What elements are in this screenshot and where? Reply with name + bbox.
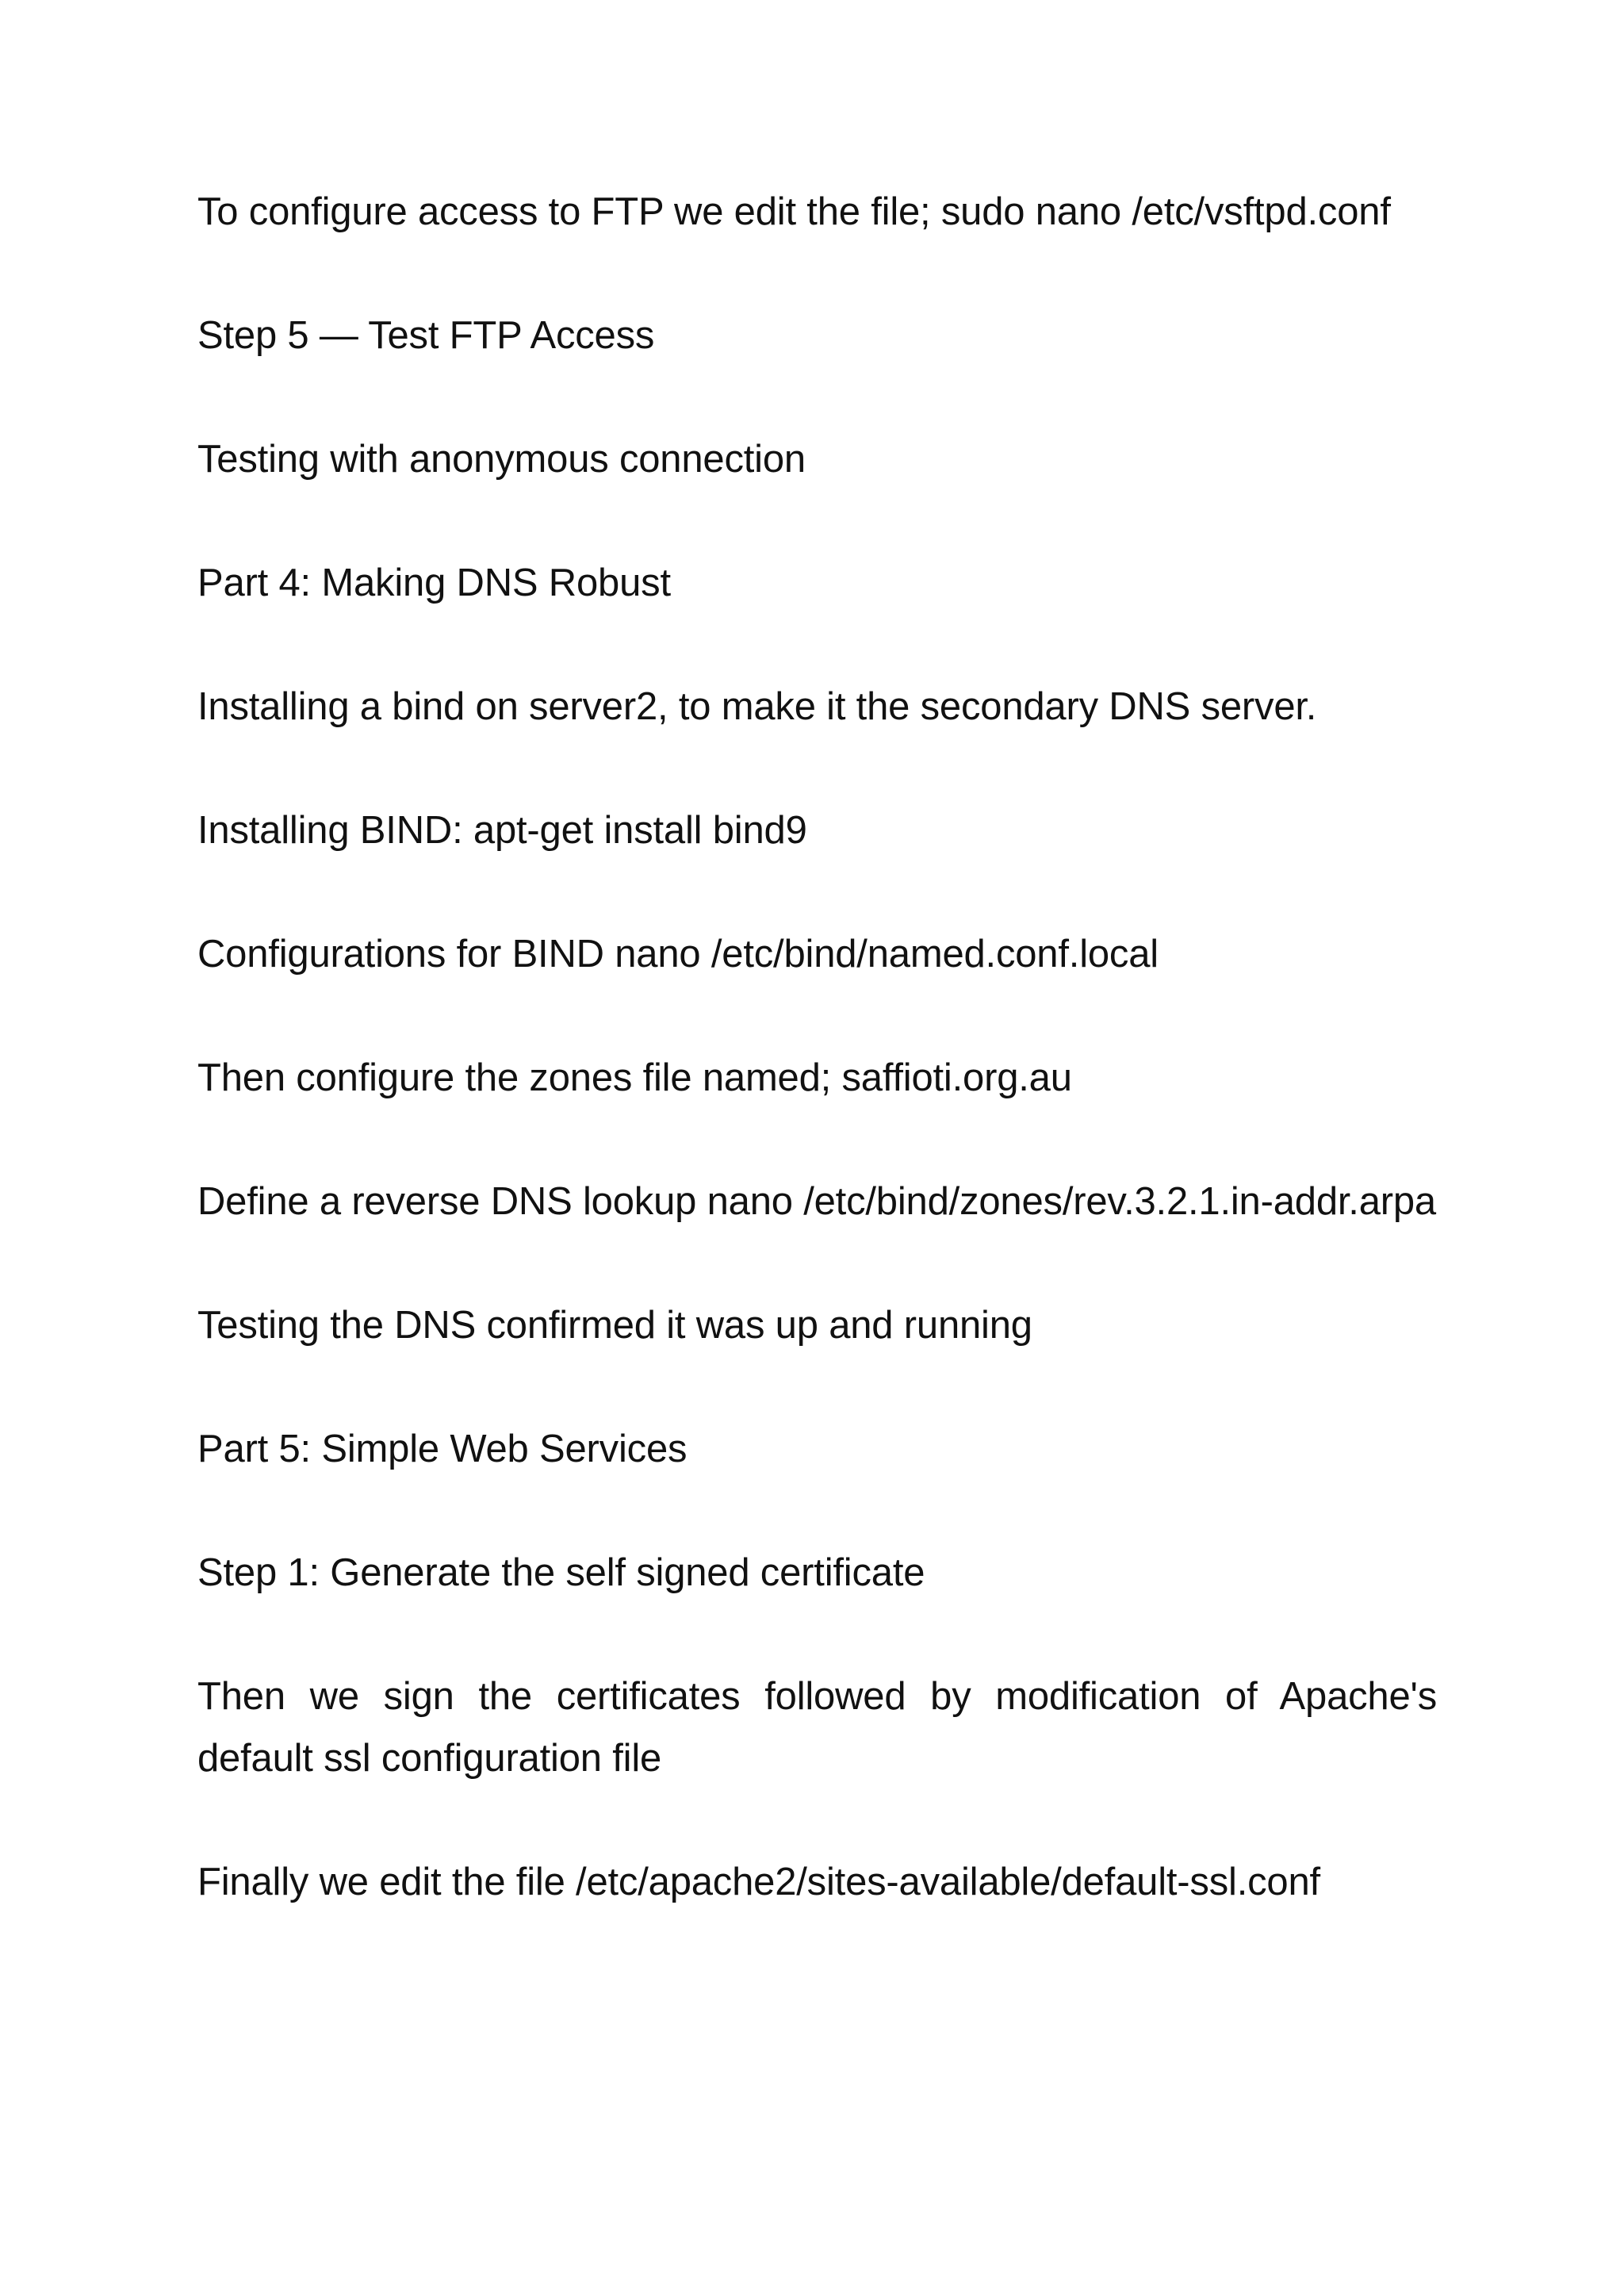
paragraph-step1-certificate: Step 1: Generate the self signed certificate — [197, 1551, 925, 1594]
paragraph-part5-heading: Part 5: Simple Web Services — [197, 1428, 688, 1470]
paragraph-reverse-dns: Define a reverse DNS lookup nano /etc/bind/zones/rev.3.2.1.in-addr.arpa — [197, 1180, 1436, 1223]
paragraph-sign-certificates: Then we sign the certificates followed by modification of Apache's default ssl configuration file — [197, 1675, 1437, 1780]
paragraph-edit-default-ssl: Finally we edit the file /etc/apache2/sites-available/default-ssl.conf — [197, 1861, 1320, 1903]
paragraph-step5-heading: Step 5 — Test FTP Access — [197, 314, 655, 357]
paragraph-bind-configuration: Configurations for BIND nano /etc/bind/named.conf.local — [197, 933, 1159, 976]
document-body — [197, 181, 1437, 1975]
paragraph-ftp-config: To configure access to FTP we edit the file; sudo nano /etc/vsftpd.conf — [197, 190, 1391, 233]
paragraph-anonymous-test: Testing with anonymous connection — [197, 438, 806, 481]
paragraph-install-bind-command: Installing BIND: apt-get install bind9 — [197, 809, 807, 852]
paragraph-dns-test: Testing the DNS confirmed it was up and running — [197, 1304, 1032, 1347]
paragraph-zones-file: Then configure the zones file named; saffioti.org.au — [197, 1056, 1072, 1099]
paragraph-install-bind-server2: Installing a bind on server2, to make it the secondary DNS server. — [197, 685, 1317, 728]
paragraph-part4-heading: Part 4: Making DNS Robust — [197, 562, 671, 604]
